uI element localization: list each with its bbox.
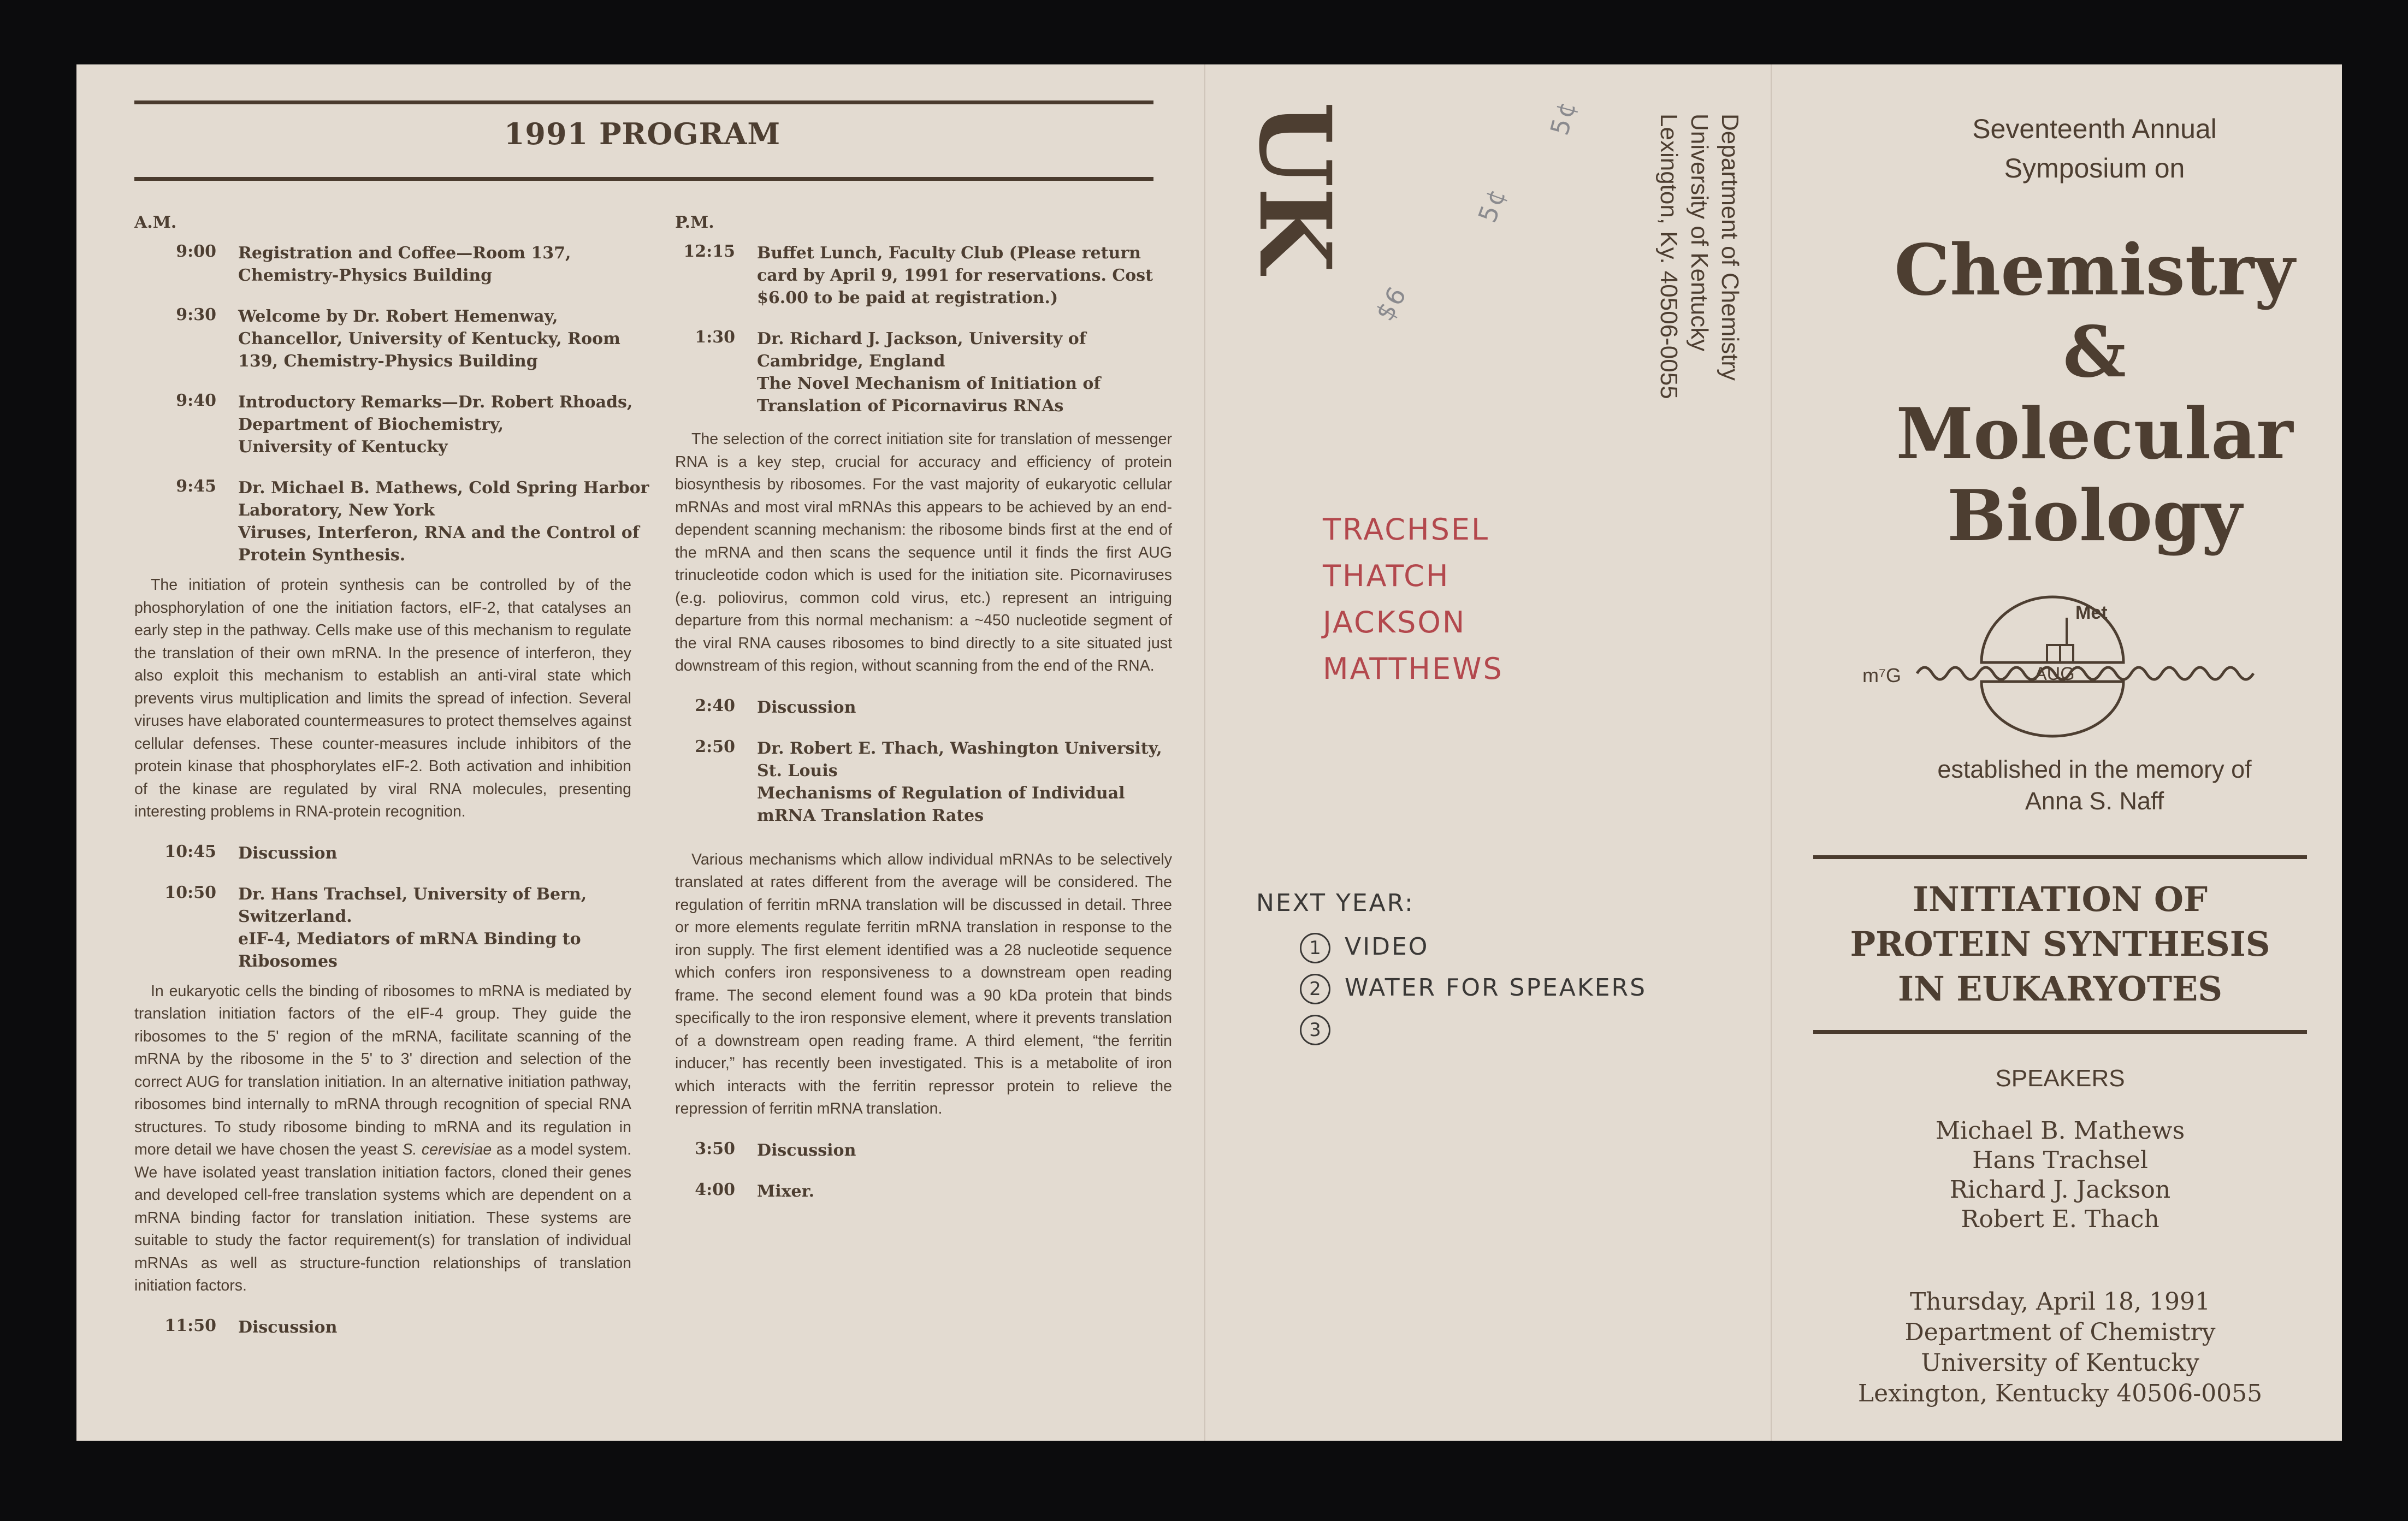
handwritten-name: TRACHSEL: [1323, 512, 1490, 547]
speaker-name: Robert E. Thach: [1961, 1205, 2159, 1233]
entry-line: Chancellor, University of Kentucky, Room: [238, 329, 620, 348]
entry-line: Cambridge, England: [757, 352, 945, 371]
entry-description: [238, 242, 571, 287]
program-column-am: [134, 213, 649, 1357]
entry-description: [238, 305, 620, 372]
entry-line: card by April 9, 1991 for reservations. Cost: [757, 266, 1153, 285]
entry-description: [238, 1316, 337, 1339]
entry-time: 3:50: [695, 1139, 735, 1158]
entry-line: Welcome by Dr. Robert Hemenway,: [238, 307, 558, 326]
entry-line: $6.00 to be paid at registration.): [757, 288, 1058, 307]
title-line: Chemistry: [1894, 229, 2295, 311]
entry-line: Chemistry-Physics Building: [238, 266, 493, 285]
entry-line: Discussion: [757, 697, 856, 717]
program-title: 1991 PROGRAM: [504, 116, 781, 151]
entry-line: Switzerland.: [238, 907, 352, 926]
entry-description: [238, 391, 632, 458]
title-line: Biology: [1946, 475, 2243, 557]
entry-line: Introductory Remarks—Dr. Robert Rhoads,: [238, 393, 633, 412]
schedule-entry: [134, 883, 631, 973]
entry-description: [757, 328, 1101, 417]
entry-line: University of Kentucky: [238, 437, 448, 457]
entry-line: Buffet Lunch, Faculty Club (Please return: [757, 244, 1141, 263]
list-number: 2: [1300, 974, 1330, 1004]
entry-time: 4:00: [695, 1180, 735, 1199]
venue-line: Lexington, Kentucky 40506-0055: [1857, 1380, 2263, 1407]
entry-description: [757, 737, 1162, 827]
entry-description: [238, 477, 649, 566]
list-number: 3: [1300, 1015, 1330, 1045]
schedule-entry: [675, 328, 1172, 417]
mathews-abstract: The initiation of protein synthesis can be controlled by of the phosphorylation of one the initiation factors, eIF-2, that catalyses an early step in the pathway. Cells make use of this mechanism to regulate the translation of their own mRNA. In the presence of interferon, they also exploit this mechanism to establish an anti-viral state which prevents virus multiplication and limits the spread of infection. Several viruses have elaborated countermeasures to protect themselves against cellular defenses. These counter-measures include inhibitors of the protein kinase that phosphorylates eIF-2. Both activation and inhibition of the kinase are regulated by viral RNA molecules, presenting interesting problems in RNA-protein recognition.: [134, 576, 631, 820]
cap-label: m⁷G: [1862, 664, 1902, 686]
event-details: [1813, 1287, 2307, 1409]
entry-line: Mechanisms of Regulation of Individual: [757, 783, 1125, 803]
memorial-line: Anna S. Naff: [2025, 787, 2164, 815]
schedule-entry: [675, 696, 1172, 719]
topic-rule-bottom: [1813, 1030, 2307, 1034]
entry-line: Discussion: [238, 843, 338, 863]
thach-abstract: Various mechanisms which allow individual mRNAs to be selectively translated at rates different from the average will be considered. The regulation of ferritin mRNA translation will be discussed in detail. Three or more elements regulate ferritin mRNA translation in response to the iron supply. The first element identified was a 28 nucleotide sequence which confers iron responsiveness to a downstream open reading frame. The second element found was a 90 kDa protein that binds specifically to the iron responsive element, where it prevents translation of a downstream open reading frame. A third element, “the ferritin inducer,” has recently been investigated. This is a metabolite of iron which interacts with the ferritin repressor protein to relieve the repression of ferritin mRNA translation.: [675, 850, 1172, 1117]
handwritten-item: WATER FOR SPEAKERS: [1345, 974, 1647, 1002]
entry-time: 11:50: [164, 1316, 216, 1335]
abstract-text: as a model system. We have isolated yeast translation initiation factors, cloned their genes and developed cell-free translation systems which are dependent on a mRNA binding factor for translation initiation. These systems are suitable to study the factor requirement(s) for translation of individual mRNAs as well as structure-function relationships of translation initiation factors.: [134, 1141, 631, 1294]
entry-line: The Novel Mechanism of Initiation of: [757, 374, 1101, 393]
entry-line: Mixer.: [757, 1181, 815, 1201]
entry-line: Laboratory, New York: [238, 501, 435, 520]
aug-codon-label: AUG: [2034, 664, 2075, 684]
handwritten-name: MATTHEWS: [1323, 652, 1504, 686]
topic-line: IN EUKARYOTES: [1897, 969, 2223, 1009]
fold-line: [1204, 64, 1205, 1441]
entry-time: 10:50: [164, 883, 216, 902]
met-label: Met: [2075, 602, 2108, 623]
entry-time: 2:40: [695, 696, 735, 715]
program-column-pm: [675, 213, 1172, 1221]
venue-line: University of Kentucky: [1921, 1349, 2199, 1377]
entry-description: [757, 1180, 814, 1203]
handwritten-item: VIDEO: [1345, 933, 1429, 961]
memorial-line: established in the memory of: [1937, 755, 2252, 783]
ribosome-small-subunit: [1981, 682, 2123, 736]
pencil-note: $6: [1369, 280, 1413, 326]
entry-time: 10:45: [164, 842, 216, 861]
entry-line: Translation of Picornavirus RNAs: [757, 396, 1064, 416]
schedule-entry: [134, 242, 631, 287]
schedule-entry: [675, 1139, 1172, 1162]
schedule-entry: [675, 737, 1172, 827]
entry-line: 139, Chemistry-Physics Building: [238, 352, 538, 371]
entry-time: 9:30: [176, 305, 216, 324]
subtitle-line: Symposium on: [2004, 153, 2185, 184]
title-line: &: [2063, 311, 2126, 393]
entry-time: 2:50: [695, 737, 735, 756]
list-number: 1: [1300, 933, 1330, 963]
entry-description: [757, 242, 1153, 309]
schedule-entry: [675, 242, 1172, 309]
handwritten-heading: NEXT YEAR:: [1256, 889, 1415, 917]
memorial-dedication: [1813, 754, 2376, 817]
entry-line: Registration and Coffee—Room 137,: [238, 244, 571, 263]
event-date: Thursday, April 18, 1991: [1909, 1288, 2211, 1316]
mrna-strand: [1917, 667, 2253, 679]
pm-label: P.M.: [675, 213, 714, 232]
entry-line: Dr. Robert E. Thach, Washington University,: [757, 738, 1162, 758]
title-line: Molecular: [1896, 393, 2293, 475]
entry-description: [238, 883, 587, 973]
entry-description: [757, 696, 856, 719]
return-address: [1653, 114, 1745, 399]
entry-line: Dr. Michael B. Mathews, Cold Spring Harbor: [238, 478, 649, 498]
symposium-topic: [1813, 877, 2307, 1011]
entry-time: 1:30: [695, 328, 735, 347]
species-name: S. cerevisiae: [402, 1141, 492, 1158]
entry-description: [757, 1139, 856, 1162]
handwritten-name: THATCH: [1323, 559, 1450, 593]
schedule-entry: [134, 305, 631, 372]
brochure-sheet: [76, 64, 2342, 1441]
topic-line: INITIATION OF: [1913, 879, 2208, 919]
jackson-abstract: The selection of the correct initiation site for translation of messenger RNA is a key step, crucial for accuracy and efficiency of protein biosynthesis by ribosomes. For the vast majority of eukaryotic cellular mRNAs and most viral mRNAs this appears to be achieved by an end-dependent scanning mechanism: the ribosome binds first at the end of the mRNA and then scans the sequence until it finds the first AUG trinucleotide codon which is used for the initiation site. Picornaviruses (e.g. poliovirus, common cold virus, etc.) represent an intriguing departure from this normal mechanism: a ~450 nucleotide segment of the viral RNA causes ribosomes to bind directly to a site situated just downstream of this region, without scanning from the end of the RNA.: [675, 430, 1172, 674]
symposium-title: [1813, 229, 2376, 557]
address-line: University of Kentucky: [1686, 114, 1713, 352]
entry-time: 12:15: [683, 242, 735, 261]
ribosome-diagram: [1857, 575, 2338, 750]
entry-line: mRNA Translation Rates: [757, 806, 984, 825]
speaker-name: Richard J. Jackson: [1949, 1176, 2171, 1204]
speaker-name: Hans Trachsel: [1972, 1146, 2148, 1174]
schedule-entry: [134, 842, 631, 865]
entry-time: 9:40: [176, 391, 216, 410]
venue-line: Department of Chemistry: [1904, 1318, 2216, 1346]
symposium-subtitle: [1813, 109, 2376, 188]
topic-line: PROTEIN SYNTHESIS: [1850, 924, 2270, 964]
entry-line: Department of Biochemistry,: [238, 415, 504, 434]
trna-shape: [2060, 645, 2073, 662]
entry-line: eIF-4, Mediators of mRNA Binding to: [238, 929, 581, 949]
speakers-label: SPEAKERS: [1995, 1065, 2125, 1092]
abstract-text: In eukaryotic cells the binding of ribosomes to mRNA is mediated by translation initiation factors of the eIF-4 group. They guide the ribosomes to the 5' region of the mRNA, facilitate scanning of the mRNA by the ribosome in the 5' to 3' direction and selection of the correct AUG for translation initiation. In an alternative initiation pathway, ribosomes bind internally to mRNA through recognition of special RNA structures. To study ribosome binding to mRNA and its regulation in more detail we have chosen the yeast: [134, 982, 631, 1158]
handwritten-name: JACKSON: [1323, 605, 1466, 640]
top-rule: [134, 100, 1153, 104]
entry-line: Discussion: [757, 1140, 856, 1160]
pencil-note: 5¢: [1544, 96, 1582, 139]
entry-time: 9:45: [176, 477, 216, 496]
subtitle-line: Seventeenth Annual: [1972, 114, 2217, 144]
schedule-entry: [134, 477, 649, 566]
speaker-list: [1813, 1116, 2307, 1234]
entry-line: Dr. Richard J. Jackson, University of: [757, 329, 1086, 348]
schedule-entry: [134, 391, 631, 458]
entry-line: Viruses, Interferon, RNA and the Control of: [238, 523, 640, 542]
entry-line: Ribosomes: [238, 951, 338, 971]
address-line: Department of Chemistry: [1717, 114, 1743, 381]
speaker-name: Michael B. Mathews: [1935, 1117, 2185, 1145]
entry-line: Dr. Hans Trachsel, University of Bern,: [238, 884, 587, 904]
pencil-note: 5¢: [1472, 183, 1512, 227]
entry-time: 9:00: [176, 242, 216, 261]
entry-line: St. Louis: [757, 761, 838, 780]
entry-line: Discussion: [238, 1317, 338, 1337]
topic-rule-top: [1813, 855, 2307, 859]
am-label: A.M.: [134, 213, 177, 232]
am-entries: [134, 242, 649, 566]
trna-shape: [2047, 645, 2060, 662]
uk-logo: UK: [1237, 102, 1352, 273]
title-rule: [134, 177, 1153, 181]
schedule-entry: [134, 1316, 631, 1339]
schedule-entry: [675, 1180, 1172, 1203]
address-line: Lexington, Ky. 40506-0055: [1655, 114, 1682, 399]
entry-line: Protein Synthesis.: [238, 546, 406, 565]
entry-description: [238, 842, 337, 865]
trachsel-abstract: [134, 980, 631, 1298]
fold-line: [1771, 64, 1772, 1441]
